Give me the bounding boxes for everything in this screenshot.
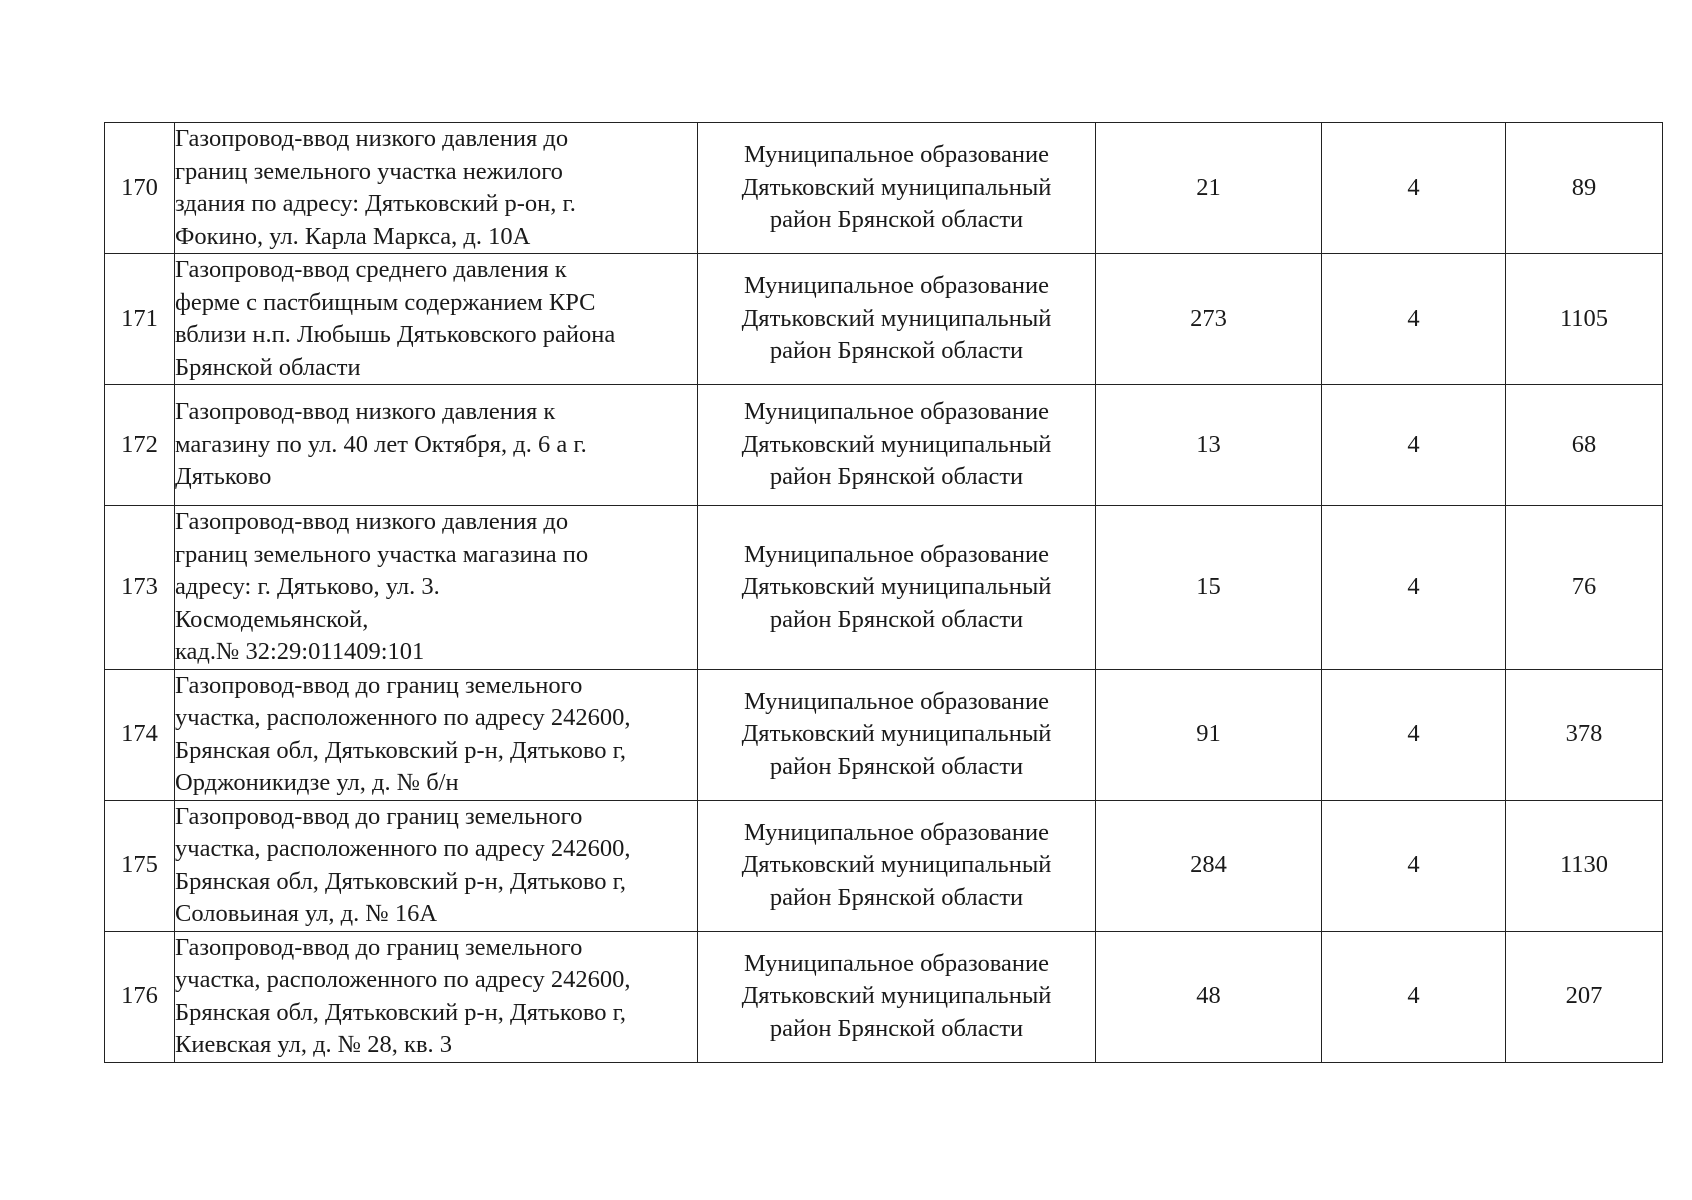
owner-line: Муниципальное образование xyxy=(744,398,1049,426)
owner-cell xyxy=(698,800,1096,931)
row-number: 175 xyxy=(105,800,175,931)
owner-line: Дятьковский муниципальный xyxy=(741,304,1052,332)
owner-line: Муниципальное образование xyxy=(744,141,1049,169)
object-name-cell xyxy=(175,800,698,931)
object-name-line: Газопровод-ввод низкого давления до xyxy=(175,125,569,152)
row-number: 173 xyxy=(105,506,175,670)
length-cell: 13 xyxy=(1096,385,1322,506)
row-number: 172 xyxy=(105,385,175,506)
owner-line: Муниципальное образование xyxy=(744,272,1049,300)
value-cell: 207 xyxy=(1506,931,1663,1062)
owner-line: Муниципальное образование xyxy=(744,687,1049,715)
object-name-line: Брянская обл, Дятьковский р-н, Дятьково г, xyxy=(175,998,627,1026)
object-name-cell xyxy=(175,506,698,670)
owner-line: Дятьковский муниципальный xyxy=(741,430,1052,458)
owner-line: Муниципальное образование xyxy=(744,949,1049,977)
object-name-line: Брянская обл, Дятьковский р-н, Дятьково г, xyxy=(175,736,627,764)
row-number: 176 xyxy=(105,931,175,1062)
length-cell: 273 xyxy=(1096,254,1322,385)
object-name-line: здания по адресу: Дятьковский р-он, г. xyxy=(175,190,576,217)
value-cell: 68 xyxy=(1506,385,1663,506)
table-row xyxy=(105,931,1663,1062)
value-cell: 378 xyxy=(1506,669,1663,800)
object-name-line: Газопровод-ввод до границ земельного xyxy=(175,671,583,699)
object-name-line: Газопровод-ввод низкого давления до xyxy=(175,508,569,535)
owner-line: район Брянской области xyxy=(769,1014,1024,1042)
object-name-line: участка, расположенного по адресу 242600, xyxy=(175,835,631,862)
category-cell: 4 xyxy=(1322,931,1506,1062)
category-cell: 4 xyxy=(1322,506,1506,670)
table-row xyxy=(105,385,1663,506)
object-name-line: Дятьково xyxy=(175,463,272,491)
object-name-cell xyxy=(175,931,698,1062)
owner-cell xyxy=(698,669,1096,800)
length-cell: 21 xyxy=(1096,123,1322,254)
table-row xyxy=(105,800,1663,931)
length-cell: 48 xyxy=(1096,931,1322,1062)
owner-line: Муниципальное образование xyxy=(744,540,1049,568)
gas-pipeline-registry-table xyxy=(104,122,1663,1063)
owner-line: район Брянской области xyxy=(769,463,1024,491)
table-row xyxy=(105,254,1663,385)
owner-line: район Брянской области xyxy=(769,206,1024,234)
table-row xyxy=(105,669,1663,800)
object-name-line: границ земельного участка нежилого xyxy=(175,157,563,185)
value-cell: 1130 xyxy=(1506,800,1663,931)
object-name-line: участка, расположенного по адресу 242600, xyxy=(175,704,631,731)
value-cell: 1105 xyxy=(1506,254,1663,385)
object-name-line: Брянской области xyxy=(175,353,361,381)
object-name-cell xyxy=(175,669,698,800)
table-row xyxy=(105,123,1663,254)
object-name-line: Газопровод-ввод низкого давления к xyxy=(175,398,556,426)
object-name-line: Космодемьянской, xyxy=(175,605,369,633)
owner-line: район Брянской области xyxy=(769,605,1024,633)
row-number: 171 xyxy=(105,254,175,385)
owner-line: Дятьковский муниципальный xyxy=(741,851,1052,879)
owner-line: район Брянской области xyxy=(769,752,1024,780)
row-number: 174 xyxy=(105,669,175,800)
object-name-line: вблизи н.п. Любышь Дятьковского района xyxy=(175,321,616,348)
object-name-line: адресу: г. Дятьково, ул. 3. xyxy=(175,573,440,600)
owner-line: Дятьковский муниципальный xyxy=(741,720,1052,748)
owner-line: Муниципальное образование xyxy=(744,818,1049,846)
object-name-cell xyxy=(175,254,698,385)
object-name-line: Соловьиная ул, д. № 16А xyxy=(175,900,438,927)
object-name-line: ферме с пастбищным содержанием КРС xyxy=(175,288,596,316)
object-name-line: кад.№ 32:29:011409:101 xyxy=(175,638,425,665)
category-cell: 4 xyxy=(1322,800,1506,931)
object-name-line: Фокино, ул. Карла Маркса, д. 10А xyxy=(175,222,531,250)
length-cell: 15 xyxy=(1096,506,1322,670)
owner-cell xyxy=(698,506,1096,670)
object-name-line: участка, расположенного по адресу 242600, xyxy=(175,966,631,993)
length-cell: 91 xyxy=(1096,669,1322,800)
owner-line: Дятьковский муниципальный xyxy=(741,573,1052,600)
category-cell: 4 xyxy=(1322,669,1506,800)
category-cell: 4 xyxy=(1322,123,1506,254)
object-name-cell xyxy=(175,123,698,254)
owner-cell xyxy=(698,254,1096,385)
table-row xyxy=(105,506,1663,670)
object-name-line: Газопровод-ввод среднего давления к xyxy=(175,256,567,283)
object-name-line: Орджоникидзе ул, д. № б/н xyxy=(175,769,459,796)
owner-cell xyxy=(698,123,1096,254)
owner-cell xyxy=(698,385,1096,506)
value-cell: 76 xyxy=(1506,506,1663,670)
owner-line: район Брянской области xyxy=(769,337,1024,365)
length-cell: 284 xyxy=(1096,800,1322,931)
owner-line: Дятьковский муниципальный xyxy=(741,173,1052,201)
category-cell: 4 xyxy=(1322,254,1506,385)
object-name-line: границ земельного участка магазина по xyxy=(175,540,589,568)
object-name-cell xyxy=(175,385,698,506)
value-cell: 89 xyxy=(1506,123,1663,254)
object-name-line: Киевская ул, д. № 28, кв. 3 xyxy=(175,1031,453,1058)
owner-line: район Брянской области xyxy=(769,883,1024,911)
object-name-line: Газопровод-ввод до границ земельного xyxy=(175,802,583,830)
category-cell: 4 xyxy=(1322,385,1506,506)
owner-line: Дятьковский муниципальный xyxy=(741,982,1052,1010)
object-name-line: Газопровод-ввод до границ земельного xyxy=(175,933,583,961)
object-name-line: Брянская обл, Дятьковский р-н, Дятьково г, xyxy=(175,867,627,895)
row-number: 170 xyxy=(105,123,175,254)
object-name-line: магазину по ул. 40 лет Октября, д. 6 а г. xyxy=(175,430,587,458)
owner-cell xyxy=(698,931,1096,1062)
